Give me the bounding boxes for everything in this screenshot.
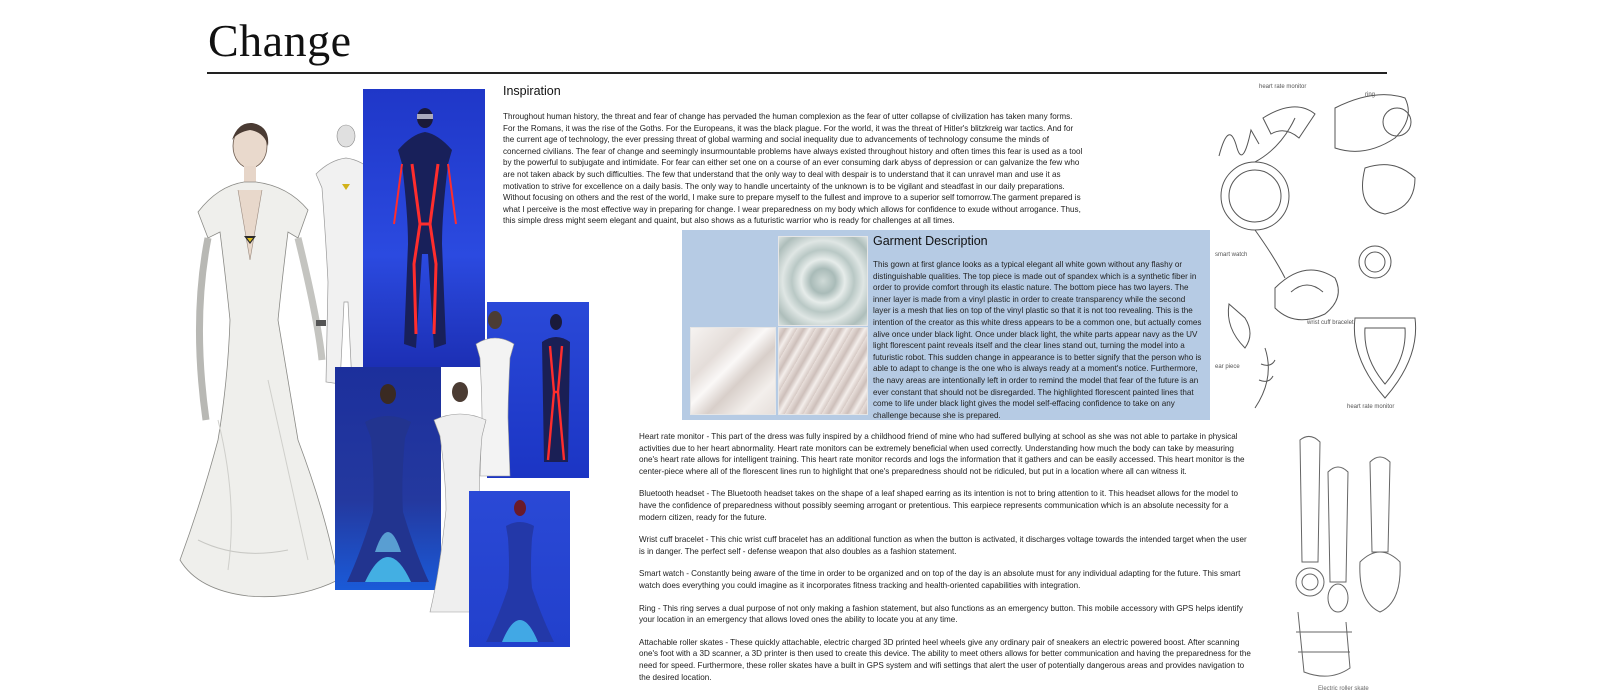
accessory-sketch-sheet: [1215, 78, 1437, 413]
detail-bluetooth-headset: Bluetooth headset - The Bluetooth headset takes on the shape of a leaf shaped earring as its intention is not to bring attention to it. This headset allows for the model to have the confidence of preparedness without possibly seeming arrogant or pretentious. This earpiece represents communication which is an absolute necessity for a modern citizen, ready for the future.: [639, 489, 1239, 522]
sketch-label-heart-rate: heart rate monitor: [1259, 84, 1307, 90]
uv-figure-4: [484, 498, 556, 644]
page-title: Change: [208, 15, 352, 66]
title-divider: [207, 72, 1387, 74]
fabric-swatch-vinyl: [778, 327, 868, 415]
inspiration-heading: Inspiration: [503, 84, 561, 98]
sketch-label-wrist-cuff: wrist cuff bracelet: [1307, 320, 1354, 326]
roller-skate-sketch: [1290, 432, 1410, 694]
fabric-swatch-mesh: [690, 327, 776, 415]
sketch-label-roller-skate: Electric roller skate: [1318, 686, 1369, 692]
accessory-details: [639, 431, 1254, 694]
detail-smart-watch: Smart watch - Constantly being aware of the time in order to be organized and on top of the day is an absolute must for any individual adapting for the future. This smart watch does everything you could imagine as it incorporates fitness tracking and health-oriented capabilities with integration.: [639, 569, 1241, 590]
detail-heart-rate-monitor: Heart rate monitor - This part of the dress was fully inspired by a childhood friend of mine who had suffered bullying at school as she was not able to partake in physical activities due to her heart abnormality. Heart rate monitors can be extremely beneficial when used correctly. Understanding how much the body can take by measuring one's heart rate allows for intelligent training. This heart rate monitor records and logs the information that it gathers and can be easily accessed. This heart monitor is the center-piece where all of the florescent lines run to highlight that one's preparedness should not be ridiculed, but put in a location where all can witness it.: [639, 432, 1245, 476]
sketch-label-heart-rate-2: heart rate monitor: [1347, 404, 1395, 410]
uv-figure-3: [345, 382, 431, 587]
garment-heading: Garment Description: [873, 234, 988, 248]
garment-text: This gown at first glance looks as a typical elegant all white gown without any flashy or distinguishable qualities. The top piece is made out of spandex which is a synthetic fiber in order to provide comfort through its elastic nature. The bottom piece has two layers. The inner layer is made from a vinyl plastic in order to create transparency while the second layer is a mesh that lies on top of the vinyl plastic so that it is not too revealing. This is the intention of the creator as this white dress appears to be a common one, but actually comes alive once under black light. Once under black light, the white parts appear navy as the UV light florescent paint reveals itself and the clear lines stand out, turning the model into a futuristic robot. This sudden change in appearance is to better signify that the person who is able to adapt to change is the one who is always ready at a moment's notice. Furthermore, the navy areas are intentionally left in order to remind the model that fear of the future is an ever constant that should not be disregarded. The highlighted florescent painted lines that come to life under black light gives the model self-effacing confidence to take on any challenge because she is prepared.: [873, 260, 1202, 420]
uv-figure-1: [390, 104, 460, 354]
uv-figure-2: [536, 312, 576, 472]
detail-roller-skates: Attachable roller skates - These quickly attachable, electric charged 3D printed heel wheels give any ordinary pair of sneakers an electric powered boost. After scanning one's foot with a 3D scanner, a 3D printer is then used to create this device. The ability to meet others allows for better communication and having the preparedness for the need for speed. Furthermore, these roller skates have a built in GPS system and wifi settings that alert the user of potentially dangerous areas and provides navigation to the desired location.: [639, 637, 1251, 682]
detail-ring: Ring - This ring serves a dual purpose of not only making a fashion statement, but also functions as an emergency button. This mobile accessory with GPS helps identify your location in an emergency that allows loved ones the ability to locate you at any time.: [639, 603, 1243, 625]
sketch-label-ear-piece: ear piece: [1215, 364, 1240, 370]
sketch-label-ring: ring: [1365, 92, 1376, 98]
sketch-label-smart-watch: smart watch: [1215, 252, 1248, 258]
inspiration-text: Throughout human history, the threat and fear of change has pervaded the human complexion as the fear of utter collapse of civilization has taken many forms. For the Romans, it was the rise of the Goths. For the Europeans, it was the black plague. For the world, it was the threat of Hitler's blitzkreig war tactics. And for the current age of technology, the ever pressing threat of global warming and social inequality due to advancements of technology consume the minds of concerned civilians. The fear of change and seemingly insurmountable problems have always existed throughout history and often times this fear is used as a tool by the powerful to subjugate and intimidate. For fear can either set one on a course of an ever consuming dark abyss of depression or can galvanize the few who are not taken aback by such difficulties. The few that understand that the only way to deal with despair is to understand that it can unravel man and use it as motivation to strive for excellence on a daily basis. The only way to handle uncertainty of the unknown is to be vigilant and steadfast in our daily preparations. Without focusing on others and the rest of the world, I make sure to prepare myself to the fullest and improve to a superior self tomorrow.The garment prepared is what I perceive is the most effective way in preparing for change. I wear preparedness on my body which allows for confidence to exude without arrogance. Thus, this simple dress might seem elegant and quaint, but also shows as a futuristic warrior who is ready for challenges at all times.: [503, 112, 1083, 226]
fabric-swatch-swirl: [778, 236, 868, 326]
detail-wrist-cuff: Wrist cuff bracelet - This chic wrist cuff bracelet has an additional function as when the button is activated, it discharges voltage towards the intended target when the user is in danger. The perfect self - defense weapon that also doubles as a fashion statement.: [639, 535, 1247, 556]
